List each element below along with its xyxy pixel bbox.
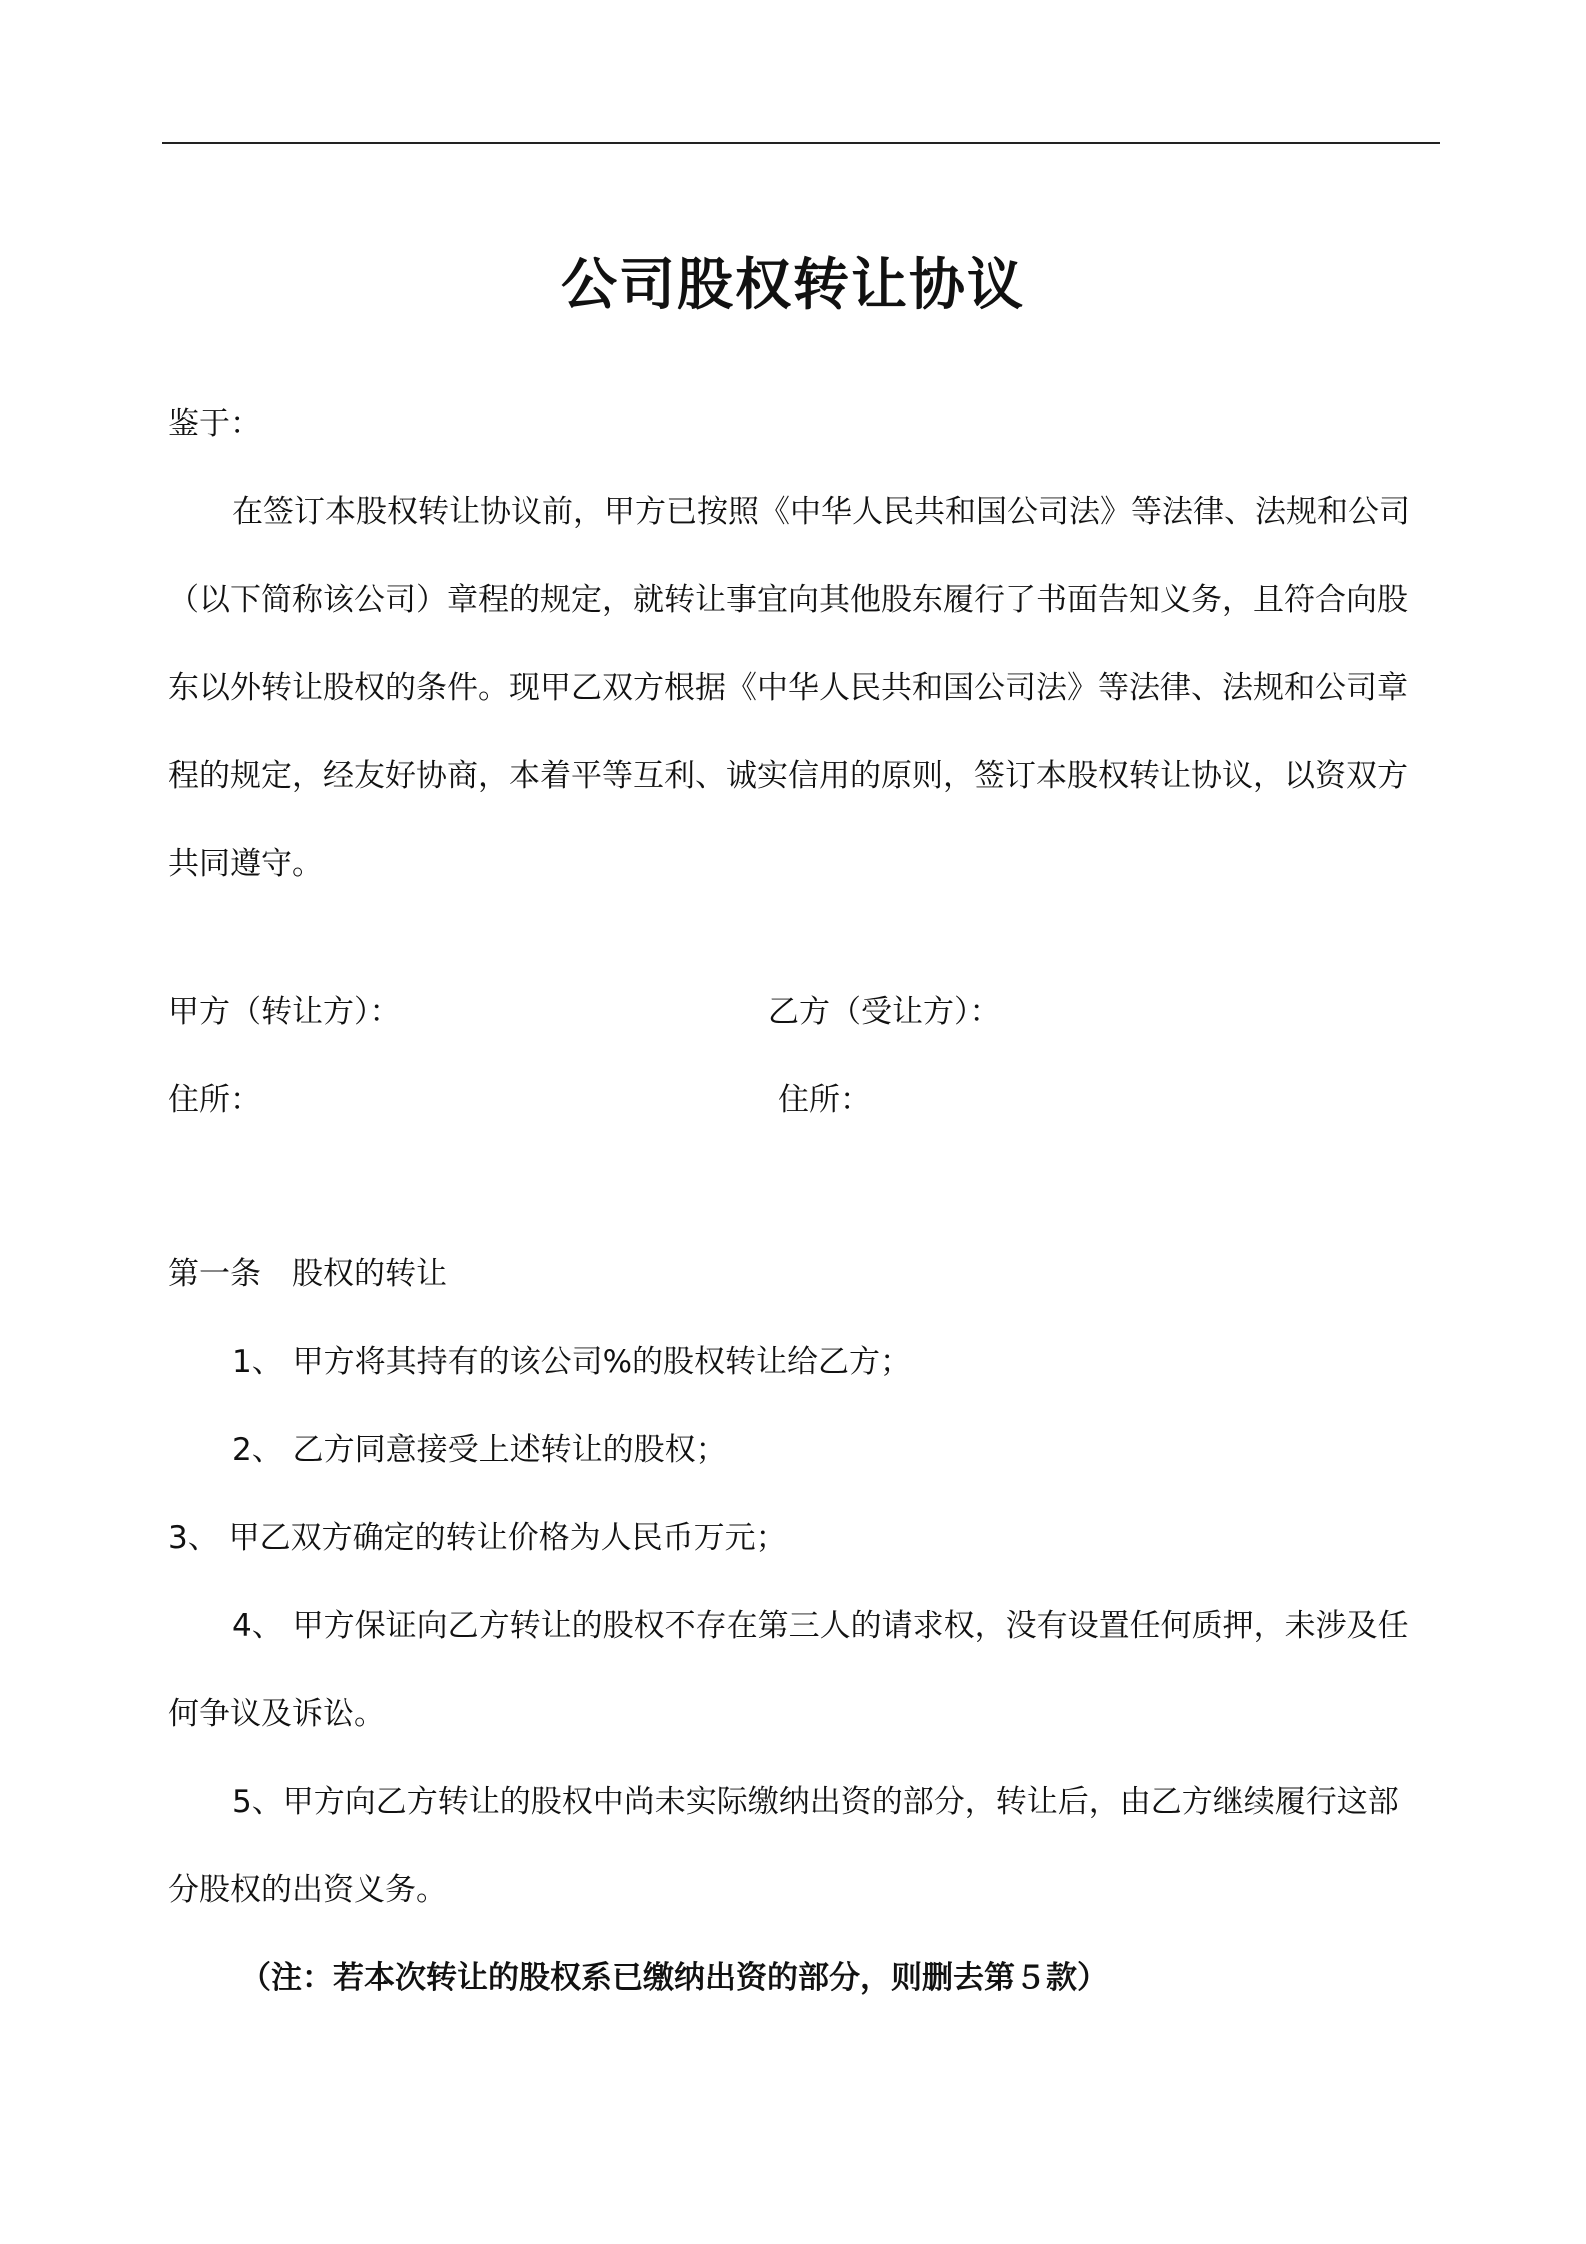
recital-heading: 鉴于：	[168, 406, 261, 442]
recital-line-2: （以下简称该公司）章程的规定，就转让事宜向其他股东履行了书面告知义务，且符合向股	[168, 582, 1408, 618]
recital-line-5: 共同遵守。	[168, 846, 323, 882]
recital-line-1: 在签订本股权转让协议前，甲方已按照《中华人民共和国公司法》等法律、法规和公司	[232, 494, 1410, 530]
article-1-item-3: 3、 甲乙双方确定的转让价格为人民币万元；	[168, 1520, 787, 1556]
party-a-label: 甲方（转让方）：	[168, 994, 401, 1030]
party-b-label: 乙方（受让方）：	[768, 994, 1001, 1030]
article-1-item-5-line-1: 5、甲方向乙方转让的股权中尚未实际缴纳出资的部分，转让后，由乙方继续履行这部	[232, 1784, 1399, 1820]
article-1-note: （注：若本次转让的股权系已缴纳出资的部分，则删去第５款）	[240, 1960, 1108, 1996]
article-1-item-1: 1、 甲方将其持有的该公司%的股权转让给乙方；	[232, 1344, 912, 1380]
header-rule	[162, 142, 1440, 144]
article-1-item-4-line-2: 何争议及诉讼。	[168, 1696, 385, 1732]
party-a-address-label: 住所：	[168, 1082, 261, 1118]
article-1-item-4-line-1: 4、 甲方保证向乙方转让的股权不存在第三人的请求权，没有设置任何质押，未涉及任	[232, 1608, 1409, 1644]
document-title: 公司股权转让协议	[561, 253, 1025, 318]
article-1-heading: 第一条 股权的转让	[168, 1256, 447, 1292]
article-1-item-2: 2、 乙方同意接受上述转让的股权；	[232, 1432, 727, 1468]
article-1-item-5-line-2: 分股权的出资义务。	[168, 1872, 447, 1908]
recital-line-4: 程的规定，经友好协商，本着平等互利、诚实信用的原则，签订本股权转让协议，以资双方	[168, 758, 1408, 794]
party-b-address-label: 住所：	[778, 1082, 871, 1118]
recital-line-3: 东以外转让股权的条件。现甲乙双方根据《中华人民共和国公司法》等法律、法规和公司章	[168, 670, 1408, 706]
